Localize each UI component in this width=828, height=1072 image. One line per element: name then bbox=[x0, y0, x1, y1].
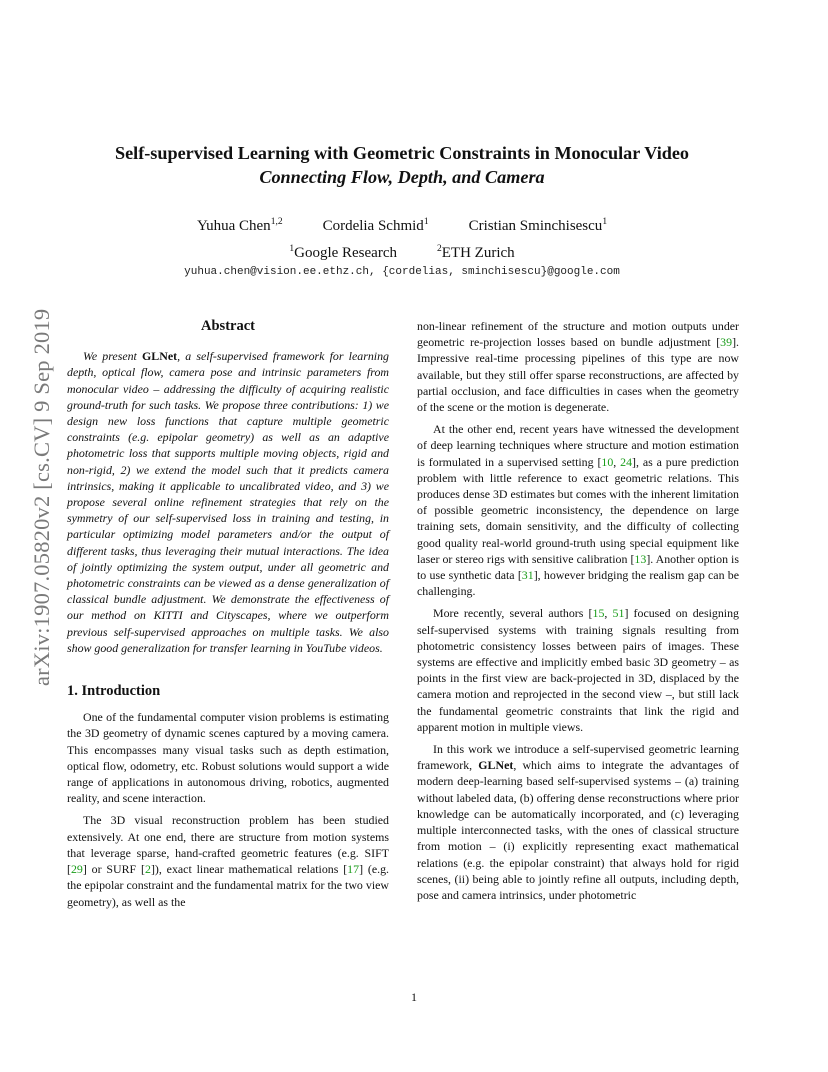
paper-title: Self-supervised Learning with Geometric Constraints in Monocular Video bbox=[114, 143, 690, 163]
citation-link[interactable]: 10 bbox=[601, 454, 614, 469]
arxiv-stamp: arXiv:1907.05820v2 [cs.CV] 9 Sep 2019 bbox=[29, 308, 54, 686]
citation-link[interactable]: 2 bbox=[144, 862, 151, 877]
affiliation-list bbox=[60, 245, 744, 262]
left-column bbox=[67, 318, 389, 910]
intro-paragraph: One of the fundamental computer vision problems is estimating the 3D geometry of dynamic scenes captured by a moving camera. This encompasses many visual tasks such as depth estimation, optical flow, odometry, etc. Robust solutions would support a wide range of applications in autonomous driving, robotics, augmented reality, and scene interaction. bbox=[67, 710, 389, 806]
paper-subtitle: Connecting Flow, Depth, and Camera bbox=[259, 167, 545, 187]
citation-link[interactable]: 29 bbox=[70, 862, 83, 877]
glnet-name: GLNet bbox=[142, 349, 178, 364]
glnet-name: GLNet bbox=[478, 758, 514, 773]
body-paragraph: In this work we introduce a self-supervised geometric learning framework, GLNet, which aims to integrate the advantages of modern deep-learning based self-supervised systems – (a) training without labeled data, (b) offering dense reconstructions where prior knowledge can be automatically incorporated, and (c) leveraging multiple interconnected tasks, with the ones of classical structure from motion – (i) explicitly representing exact mathematical relations (e.g. the epipolar constraint) that always hold for rigid scenes, (ii) being able to jointly refine all outputs, including depth, pose and camera intrinsics, under photometric bbox=[417, 742, 739, 902]
section-heading-introduction: 1. Introduction bbox=[67, 683, 161, 700]
citation-link[interactable]: 39 bbox=[720, 335, 733, 350]
body-paragraph: More recently, several authors [15, 51] focused on designing self-supervised systems with training signals resulting from photometric consistency losses between pairs of images. These systems are effective and implicitly embed basic 3D geometry – as points in the first view are back-projected in 3D, displaced by the camera motion and reprojected in the second view –, but still lack the fundamental geometric constraints that link the rigid and apparent motion in multiple views. bbox=[417, 606, 739, 734]
author-list bbox=[60, 218, 744, 235]
author: Yuhua Chen$^{1,2}$ bbox=[196, 217, 283, 234]
right-column bbox=[417, 318, 739, 903]
intro-paragraph: The 3D visual reconstruction problem has been studied extensively. At one end, there are structure from motion systems that leverage sparse, hand-crafted geometric features (e.g. SIFT [29] or SURF [2]), exact linear mathematical relations [17] (e.g. the epipolar constraint and the fundamental matrix for the two view geometry), as well as the bbox=[67, 813, 389, 909]
citation-link[interactable]: 31 bbox=[521, 568, 534, 583]
affiliation: $^2$ETH Zurich bbox=[437, 244, 515, 261]
abstract-heading: Abstract bbox=[201, 318, 255, 334]
body-paragraph: non-linear refinement of the structure and motion outputs under geometric re-projection losses based on bundle adjustment [39]. Impressive real-time processing pipelines of this type are now available, but they still offer sparse reconstructions, are affected by partial occlusion, and face difficulties in cases when the geometry of the scene or the motion is degenerate. bbox=[417, 319, 739, 415]
page-number: 1 bbox=[411, 990, 417, 1004]
author: Cristian Sminchisescu$^1$ bbox=[468, 217, 608, 234]
affiliation: $^1$Google Research bbox=[289, 244, 397, 261]
author: Cordelia Schmid$^1$ bbox=[322, 217, 429, 234]
citation-link[interactable]: 17 bbox=[347, 862, 360, 877]
body-paragraph: At the other end, recent years have witnessed the development of deep learning techniques where structure and motion estimation is formulated in a supervised setting [10, 24], as a pure prediction problem with little reference to exact geometric relations. This produces dense 3D estimates but comes with the inherent limitation of possible geometric inconsistency, the dependence on large training sets, domain sensitivity, and the difficulty of collecting good quality real-world ground-truth using special equipment like laser or stereo rigs with sensitive calibration [13]. Another option is to use synthetic data [31], however bridging the realism gap can be challenging. bbox=[417, 422, 740, 599]
citation-link[interactable]: 15 bbox=[592, 606, 605, 621]
abstract-text: We present GLNet, a self-supervised framework for learning depth, optical flow, camera pose and intrinsic parameters from monocular video – addressing the difficulty of acquiring realistic ground-truth for such tasks. We propose three contributions: 1) we design new loss functions that capture multiple geometric constraints (e.g. epipolar geometry) as well as an adaptive photometric loss that supports multiple moving objects, rigid and non-rigid, 2) we extend the model such that it predicts camera intrinsics, making it applicable to uncalibrated video, and 3) we propose several online refinement strategies that rely on the symmetry of our self-supervised loss in training and testing, in particular optimizing model parameters and/or the output of different tasks, thus leveraging their mutual interactions. The idea of jointly optimizing the system output, under all geometric and photometric constraints can be viewed as a dense generalization of classical bundle adjustment. We demonstrate the effectiveness of our method on KITTI and Cityscapes, where we outperform previous self-supervised approaches on multiple tasks. We also show good generalization for transfer learning in YouTube videos. bbox=[67, 349, 389, 655]
citation-link[interactable]: 13 bbox=[634, 551, 647, 566]
citation-link[interactable]: 24 bbox=[620, 454, 633, 469]
author-emails: yuhua.chen@vision.ee.ethz.ch, {cordelias, sminchisescu}@google.com bbox=[184, 266, 620, 278]
citation-link[interactable]: 51 bbox=[612, 606, 625, 621]
